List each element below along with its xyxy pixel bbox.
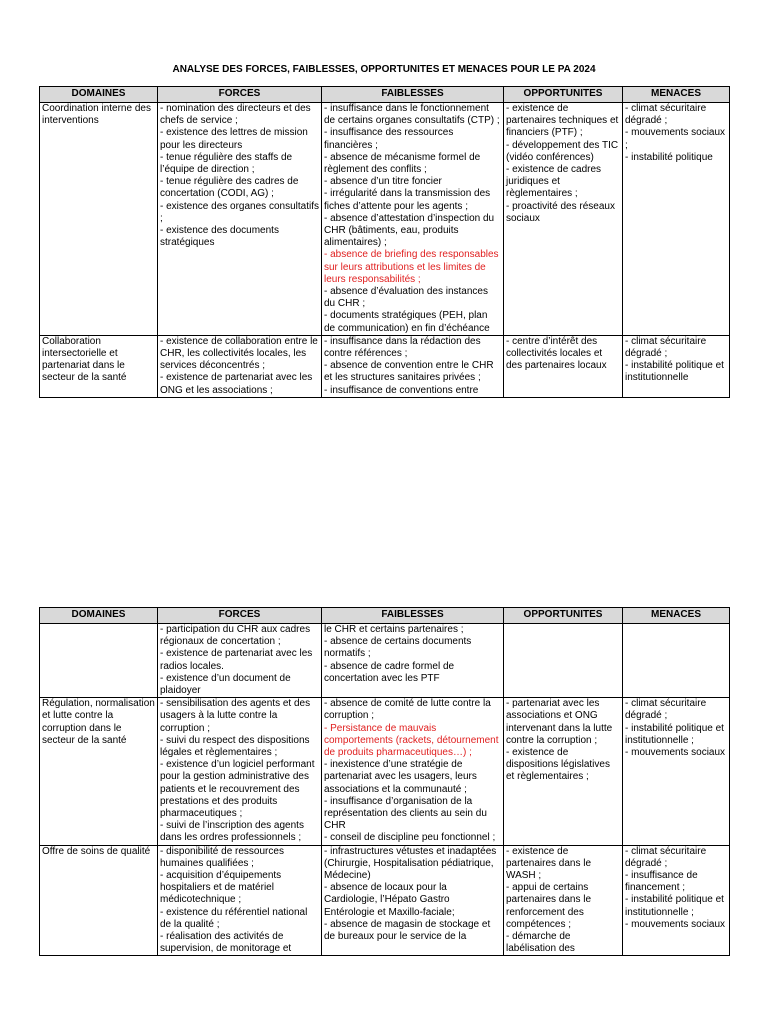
faiblesses-item: - insuffisance d’organisation de la représentation des clients au sein du CHR xyxy=(324,795,487,832)
forces-item: - tenue régulière des cadres de concertation (CODI, AG) ; xyxy=(160,176,299,200)
header-faiblesses: FAIBLESSES xyxy=(322,87,504,103)
faiblesses-item: - Persistance de mauvais comportements (rackets, détournement de produits pharmaceutiques…) ; xyxy=(324,722,499,759)
header-domaines: DOMAINES xyxy=(40,608,158,624)
menaces-item: - instabilité politique et institutionnelle ; xyxy=(625,894,724,918)
faiblesses-item: - absence de comité de lutte contre la corruption ; xyxy=(324,698,491,722)
table-row xyxy=(40,698,730,845)
opportunites-item: - démarche de labélisation des xyxy=(506,931,575,955)
table-row xyxy=(40,103,730,336)
opportunites-cell xyxy=(504,103,623,336)
faiblesses-cell xyxy=(322,103,504,336)
faiblesses-item: - absence d’un titre foncier xyxy=(324,176,442,188)
faiblesses-item: - insuffisance des ressources financières ; xyxy=(324,127,454,151)
faiblesses-item: - absence d’évaluation des instances du CHR ; xyxy=(324,286,488,310)
opportunites-cell xyxy=(504,335,623,397)
header-domaines: DOMAINES xyxy=(40,87,158,103)
menaces-item: - insuffisance de financement ; xyxy=(625,870,698,894)
faiblesses-item: - insuffisance dans la rédaction des contre références ; xyxy=(324,335,481,360)
faiblesses-item: - absence de certains documents normatifs ; xyxy=(324,636,472,660)
forces-item: - acquisition d’équipements hospitaliers et de matériel médicotechnique ; xyxy=(160,870,282,906)
faiblesses-item: - absence de cadre formel de concertation avec les PTF xyxy=(324,660,455,684)
menaces-cell xyxy=(623,845,730,956)
table-row xyxy=(40,624,730,698)
opportunites-cell xyxy=(504,624,623,698)
menaces-item: - mouvements sociaux xyxy=(625,747,726,759)
header-forces: FORCES xyxy=(158,608,322,624)
faiblesses-cell xyxy=(322,335,504,397)
table-body xyxy=(40,103,730,398)
opportunites-cell xyxy=(504,698,623,845)
faiblesses-cell xyxy=(322,624,504,698)
forces-item: - existence des organes consultatifs ; xyxy=(160,200,319,224)
faiblesses-item: - documents stratégiques (PEH, plan de communication) en fin d’échéance xyxy=(324,310,490,334)
header-menaces: MENACES xyxy=(623,87,730,103)
domaine-cell xyxy=(40,624,158,698)
forces-cell xyxy=(158,103,322,336)
menaces-item: - instabilité politique et institutionnelle xyxy=(625,360,724,384)
faiblesses-cell xyxy=(322,845,504,956)
forces-item: - existence de collaboration entre le CHR, les collectivités locales, les services déconcentrés ; xyxy=(160,335,318,372)
opportunites-item: - partenariat avec les associations et ONG intervenant dans la lutte contre la corruption ; xyxy=(506,698,613,746)
faiblesses-item: - absence de mécanisme formel de règlement des conflits ; xyxy=(324,151,481,176)
faiblesses-item: - absence de locaux pour la Cardiologie, l’Hépato Gastro Entérologie et Maxillo-faciale; xyxy=(324,882,455,918)
menaces-cell xyxy=(623,698,730,845)
forces-item: - participation du CHR aux cadres régionaux de concertation ; xyxy=(160,624,311,648)
table-header-row xyxy=(40,87,730,103)
domaine-cell: Régulation, normalisation et lutte contre la corruption dans le secteur de la santé xyxy=(40,698,158,845)
header-opportunites: OPPORTUNITES xyxy=(504,87,623,103)
menaces-item: - climat sécuritaire dégradé ; xyxy=(625,335,707,360)
faiblesses-item: - insuffisance de conventions entre xyxy=(324,384,479,396)
opportunites-item: - centre d’intérêt des collectivités locales et des partenaires locaux xyxy=(506,335,607,372)
menaces-item: - mouvements sociaux xyxy=(625,918,726,930)
forces-item: - suivi du respect des dispositions légales et règlementaires ; xyxy=(160,734,310,759)
forces-item: - existence de partenariat avec les radios locales. xyxy=(160,648,313,672)
forces-item: - existence des lettres de mission pour les directeurs xyxy=(160,127,308,151)
forces-cell xyxy=(158,698,322,845)
domaine-cell: Offre de soins de qualité xyxy=(40,845,158,956)
forces-item: - existence des documents stratégiques xyxy=(160,225,279,249)
menaces-item: - instabilité politique xyxy=(625,151,713,163)
faiblesses-item: - conseil de discipline peu fonctionnel ; xyxy=(324,832,496,844)
opportunites-item: - existence de cadres juridiques et règlementaires ; xyxy=(506,164,602,200)
swot-table-page-1 xyxy=(39,86,730,398)
domaine-cell: Collaboration intersectorielle et partenariat dans le secteur de la santé xyxy=(40,335,158,397)
menaces-item: - instabilité politique et institutionnelle ; xyxy=(625,722,724,746)
forces-item: - existence d’un document de plaidoyer xyxy=(160,672,291,697)
forces-cell xyxy=(158,624,322,698)
table-row xyxy=(40,845,730,956)
forces-cell xyxy=(158,845,322,956)
forces-cell xyxy=(158,335,322,397)
faiblesses-cell xyxy=(322,698,504,845)
faiblesses-item: - insuffisance dans le fonctionnement de certains organes consultatifs (CTP) ; xyxy=(324,103,500,127)
faiblesses-item: - absence de convention entre le CHR et les structures sanitaires privées ; xyxy=(324,360,494,384)
menaces-item: - climat sécuritaire dégradé ; xyxy=(625,103,707,127)
faiblesses-item: - absence de briefing des responsables sur leurs attributions et les limites de leurs responsabilités ; xyxy=(324,249,499,285)
faiblesses-item: - infrastructures vétustes et inadaptées (Chirurgie, Hospitalisation pédiatrique, Médecine) xyxy=(324,845,497,882)
opportunites-item: - existence de dispositions législatives et règlementaires ; xyxy=(506,747,610,783)
forces-item: - nomination des directeurs et des chefs de service ; xyxy=(160,103,311,127)
forces-item: - suivi de l’inscription des agents dans les ordres professionnels ; xyxy=(160,820,304,844)
opportunites-item: - proactivité des réseaux sociaux xyxy=(506,200,615,224)
menaces-item: - mouvements sociaux ; xyxy=(625,127,726,151)
faiblesses-item: - absence d’attestation d’inspection du CHR (bâtiments, eau, produits alimentaires) ; xyxy=(324,212,495,249)
forces-item: - réalisation des activités de supervision, de monitorage et xyxy=(160,931,292,955)
forces-item: - tenue régulière des staffs de l’équipe de direction ; xyxy=(160,151,293,176)
header-menaces: MENACES xyxy=(623,608,730,624)
swot-table-page-2 xyxy=(39,607,730,956)
forces-item: - existence du référentiel national de la qualité ; xyxy=(160,906,308,930)
opportunites-item: - existence de partenaires dans le WASH ; xyxy=(506,845,592,882)
menaces-cell xyxy=(623,335,730,397)
opportunites-item: - développement des TIC (vidéo conférences) xyxy=(506,139,619,163)
opportunites-cell xyxy=(504,845,623,956)
table-header-row xyxy=(40,608,730,624)
table-body xyxy=(40,624,730,956)
faiblesses-item: - inexistence d’une stratégie de partenariat avec les usagers, leurs associations et la communauté ; xyxy=(324,759,477,795)
menaces-item: - climat sécuritaire dégradé ; xyxy=(625,845,707,869)
table-row xyxy=(40,335,730,397)
menaces-item: - climat sécuritaire dégradé ; xyxy=(625,698,707,722)
opportunites-item: - existence de partenaires techniques et financiers (PTF) ; xyxy=(506,103,619,139)
header-forces: FORCES xyxy=(158,87,322,103)
opportunites-item: - appui de certains partenaires dans le renforcement des compétences ; xyxy=(506,882,592,930)
document-title: ANALYSE DES FORCES, FAIBLESSES, OPPORTUNITES ET MENACES POUR LE PA 2024 xyxy=(172,64,596,75)
header-opportunites: OPPORTUNITES xyxy=(504,608,623,624)
faiblesses-item: - irrégularité dans la transmission des fiches d’attente pour les agents ; xyxy=(324,188,491,212)
header-faiblesses: FAIBLESSES xyxy=(322,608,504,624)
forces-item: - existence de partenariat avec les ONG et les associations ; xyxy=(160,372,313,396)
forces-item: - sensibilisation des agents et des usagers à la lutte contre la corruption ; xyxy=(160,698,311,734)
faiblesses-item: - absence de magasin de stockage et de bureaux pour le service de la xyxy=(324,918,491,943)
forces-item: - disponibilité de ressources humaines qualifiées ; xyxy=(160,845,284,869)
menaces-cell xyxy=(623,103,730,336)
menaces-cell xyxy=(623,624,730,698)
domaine-cell: Coordination interne des interventions xyxy=(40,103,158,336)
faiblesses-item: le CHR et certains partenaires ; xyxy=(324,624,464,635)
forces-item: - existence d’un logiciel performant pour la gestion administrative des patients et le recouvrement des prestations et des produits pharmaceutiques ; xyxy=(160,759,315,820)
